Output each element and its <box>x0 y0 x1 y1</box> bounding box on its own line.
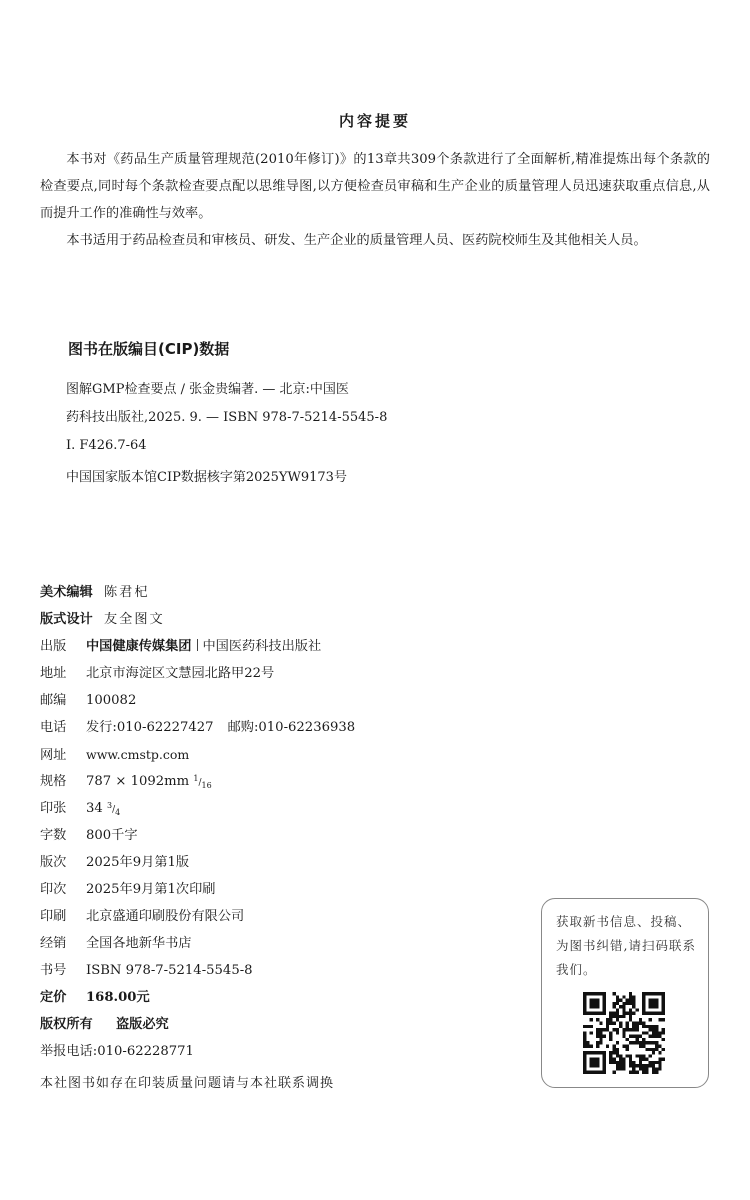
info-label: 字数 <box>40 828 67 843</box>
info-row-isbn <box>40 958 253 984</box>
info-value: 中国医药科技出版社 <box>202 639 322 654</box>
info-value: 2025年9月第1次印刷 <box>86 882 216 897</box>
info-value: 中国健康传媒集团 <box>86 639 192 654</box>
info-value: ISBN 978-7-5214-5545-8 <box>86 963 253 978</box>
info-label: 地址 <box>40 666 67 681</box>
info-row-printing <box>40 877 215 903</box>
info-row-address <box>40 661 274 687</box>
qr-code-icon[interactable] <box>583 992 665 1074</box>
info-row-phone <box>40 715 355 741</box>
summary-body <box>40 146 710 254</box>
info-value: 168.00元 <box>86 990 150 1005</box>
info-value: 787 × 1092mm <box>86 774 190 789</box>
info-row-website <box>40 742 189 768</box>
footer-note: 本社图书如存在印装质量问题请与本社联系调换 <box>40 1076 335 1091</box>
info-label: 网址 <box>40 748 67 763</box>
info-label: 版权所有 <box>40 1017 93 1032</box>
info-value: 北京盛通印刷股份有限公司 <box>86 909 245 924</box>
sheets-fraction: $^3/_4$ <box>106 801 121 817</box>
info-value: 友全图文 <box>104 612 165 627</box>
info-label: 美术编辑 <box>40 585 93 600</box>
info-row-distributor <box>40 931 192 957</box>
info-row-edition <box>40 850 189 876</box>
cip-line: 药科技出版社,2025. 9. — ISBN 978-7-5214-5545-8 <box>66 410 388 425</box>
info-value: 举报电话:010-62228771 <box>40 1044 194 1059</box>
cip-classification: Ⅰ. F426.7-64 <box>66 438 147 453</box>
separator <box>197 639 198 651</box>
info-row-price <box>40 985 150 1011</box>
cip-line: 图解GMP检查要点 / 张金贵编著. — 北京:中国医 <box>66 382 349 397</box>
info-row-printer <box>40 904 244 930</box>
publication-info <box>40 580 480 1070</box>
summary-paragraph: 本书适用于药品检查员和审核员、研发、生产企业的质量管理人员、医药院校师生及其他相关人员。 <box>66 233 647 248</box>
info-label: 出版 <box>40 639 67 654</box>
info-label: 印刷 <box>40 909 67 924</box>
format-fraction: $^1/_{16}$ <box>193 774 212 790</box>
info-label: 邮编 <box>40 693 67 708</box>
info-label: 印张 <box>40 801 67 816</box>
info-value: 发行:010-62227427 <box>86 720 214 735</box>
info-value: 邮购:010-62236938 <box>227 720 356 735</box>
info-label: 经销 <box>40 936 67 951</box>
info-row-layout <box>40 607 165 633</box>
summary-title: 内容提要 <box>338 112 411 130</box>
info-row-art-editor <box>40 580 150 606</box>
info-label: 定价 <box>40 990 67 1005</box>
info-row-postcode <box>40 688 136 714</box>
info-value: 盗版必究 <box>116 1017 169 1032</box>
contact-notice-text: 获取新书信息、投稿、为图书纠错,请扫码联系我们。 <box>556 914 696 977</box>
info-value: www.cmstp.com <box>86 747 190 762</box>
info-value: 陈君杞 <box>104 585 150 600</box>
info-row-format <box>40 769 212 795</box>
info-value: 全国各地新华书店 <box>86 936 192 951</box>
info-label: 印次 <box>40 882 67 897</box>
info-label: 版次 <box>40 855 67 870</box>
info-value: 800千字 <box>86 828 138 843</box>
info-row-copyright <box>40 1012 169 1038</box>
info-value: 100082 <box>86 693 137 708</box>
info-row-publisher <box>40 634 321 660</box>
cip-record-number: 中国国家版本馆CIP数据核字第2025YW9173号 <box>66 470 347 485</box>
info-value: 34 <box>86 801 103 816</box>
info-label: 版式设计 <box>40 612 93 627</box>
info-label: 书号 <box>40 963 67 978</box>
info-value: 北京市海淀区文慧园北路甲22号 <box>86 666 275 681</box>
info-label: 电话 <box>40 720 67 735</box>
info-label: 规格 <box>40 774 67 789</box>
info-row-sheets <box>40 796 120 822</box>
info-row-words <box>40 823 138 849</box>
summary-paragraph: 本书对《药品生产质量管理规范(2010年修订)》的13章共309个条款进行了全面解析,精准提炼出每个条款的检查要点,同时每个条款检查要点配以思维导图,以方便检查员审稿和生产企业的质量管理人员迅速获取重点信息,从而提升工作的准确性与效率。 <box>40 152 710 221</box>
info-value: 2025年9月第1版 <box>86 855 190 870</box>
info-row-report-phone <box>40 1039 194 1065</box>
cip-heading: 图书在版编目(CIP)数据 <box>68 340 230 358</box>
